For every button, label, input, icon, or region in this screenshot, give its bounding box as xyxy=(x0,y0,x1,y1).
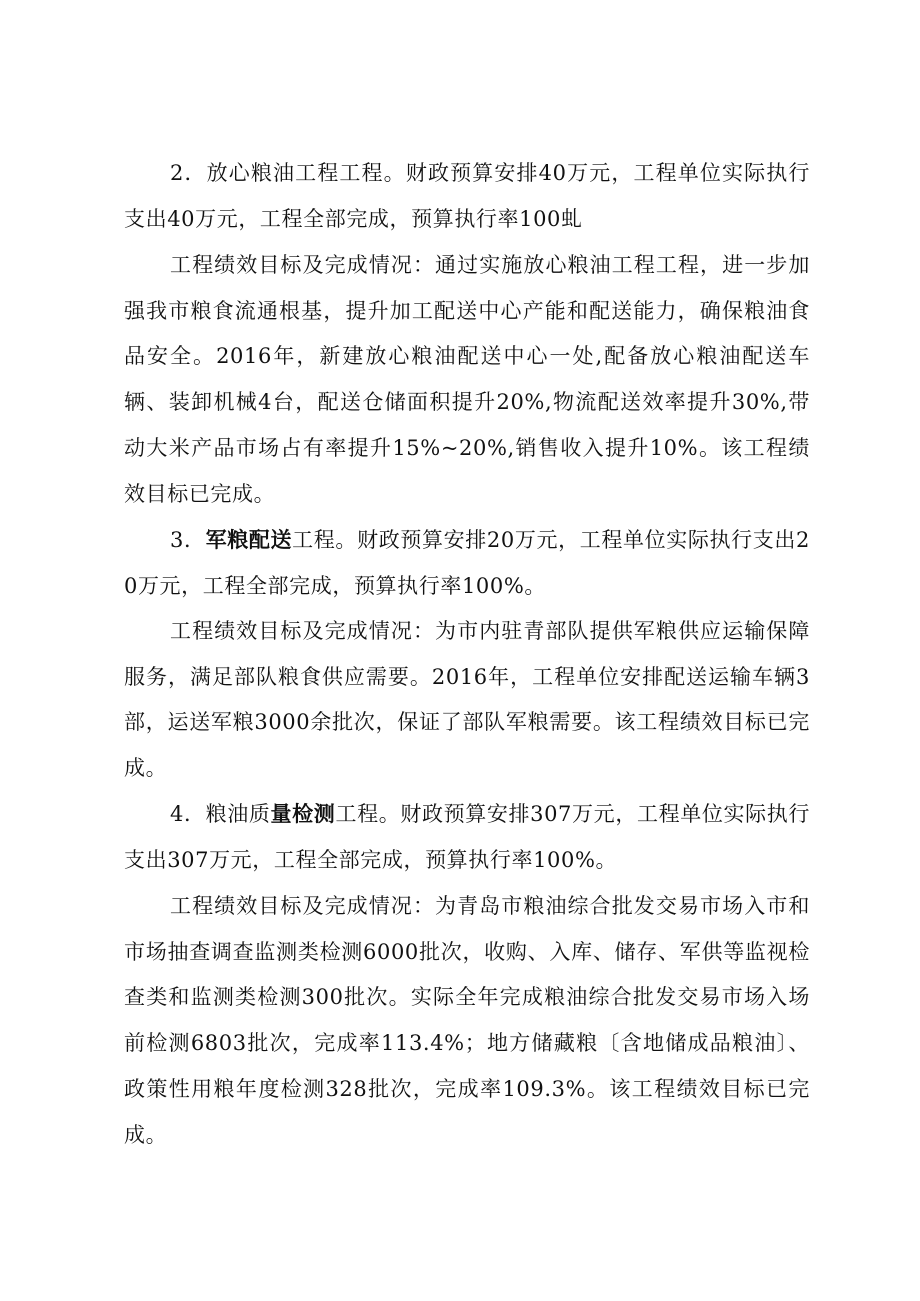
paragraph-text: 工程绩效目标及完成情况：为青岛市粮油综合批发交易市场入市和市场抽查调查监测类检测6000批次，收购、入库、储存、军供等监视检查类和监测类检测300批次。实际全年完成粮油综合批发交易市场入场前检测6803批次，完成率113.4%；地方储藏粮〔含地储成品粮油〕、政策性用粮年度检测328批次，完成率109.3%。该工程绩效目标已完成。 xyxy=(124,894,810,1147)
paragraph-item-3 xyxy=(124,518,810,609)
paragraph-item-2 xyxy=(124,151,810,242)
paragraph-item-3-performance xyxy=(124,609,810,792)
bold-text: 军粮配送 xyxy=(205,528,293,552)
paragraph-item-2-performance xyxy=(124,243,810,517)
paragraph-text: 3． xyxy=(170,528,206,552)
paragraph-text: 工程。财政预算安排307万元，工程单位实际执行支出307万元，工程全部完成，预算执行率100%。 xyxy=(124,802,810,872)
paragraph-text: 2．放心粮油工程工程。财政预算安排40万元，工程单位实际执行支出40万元，工程全部完成，预算执行率100虬 xyxy=(124,161,810,231)
paragraph-text: 4．粮油质 xyxy=(170,802,271,826)
paragraph-text: 工程绩效目标及完成情况：通过实施放心粮油工程工程，进一步加强我市粮食流通根基，提升加工配送中心产能和配送能力，确保粮油食品安全。2016年，新建放心粮油配送中心一处,配备放心粮油配送车辆、装卸机械4台，配送仓储面积提升20%,物流配送效率提升30%,带动大米产品市场占有率提升15%~20%,销售收入提升10%。该工程绩效目标已完成。 xyxy=(124,253,810,506)
paragraph-text: 工程绩效目标及完成情况：为市内驻青部队提供军粮供应运输保障服务，满足部队粮食供应需要。2016年，工程单位安排配送运输车辆3部，运送军粮3000余批次，保证了部队军粮需要。该工程绩效目标已完成。 xyxy=(124,619,810,781)
paragraph-text: 工程。财政预算安排20万元，工程单位实际执行支出20万元，工程全部完成，预算执行率100%。 xyxy=(124,528,810,598)
paragraph-item-4 xyxy=(124,792,810,883)
paragraph-item-4-performance xyxy=(124,884,810,1158)
bold-text: 量检测 xyxy=(270,802,336,826)
